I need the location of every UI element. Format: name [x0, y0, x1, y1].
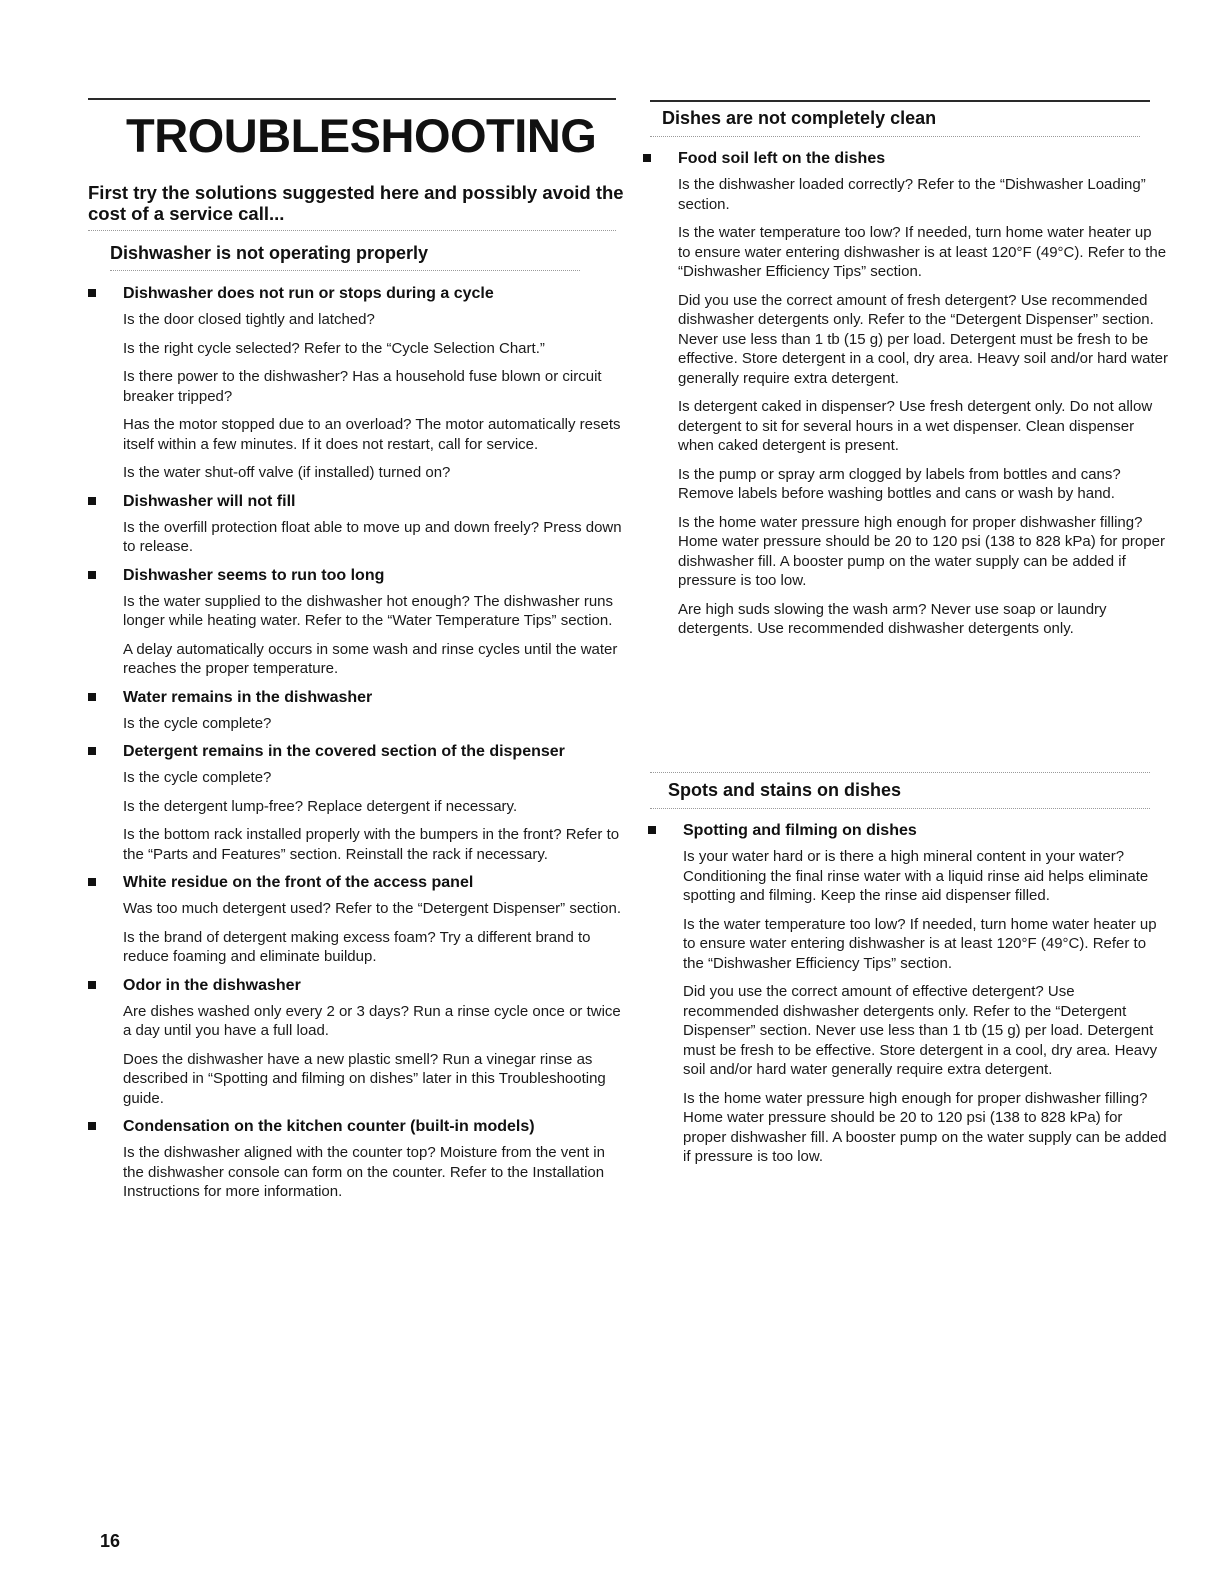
item-paragraph: Has the motor stopped due to an overload? The motor automatically resets itself within a few minutes. If it does not restart, call for service. [123, 416, 621, 453]
item-paragraph: Is the home water pressure high enough for proper dishwasher filling? Home water pressure should be 20 to 120 psi (138 to 828 kPa) for proper dishwasher fill. A booster pump on the water supply can be added if pressure is too low. [678, 513, 1165, 589]
bullet-icon [88, 497, 96, 505]
page-number: 16 [100, 1531, 121, 1551]
left-item-list [88, 284, 623, 1211]
bullet-icon [88, 571, 96, 579]
item-title: Dishwasher will not fill [123, 492, 296, 510]
right-item-list-1 [643, 149, 1168, 648]
item-paragraph: Is the bottom rack installed properly with the bumpers in the front? Refer to the “Parts and Features” section. Reinstall the rack if necessary. [123, 826, 620, 863]
item-title: White residue on the front of the access panel [123, 874, 474, 891]
item-paragraph: Is the dishwasher loaded correctly? Refer to the “Dishwasher Loading” section. [678, 176, 1146, 213]
section-divider [650, 772, 1150, 773]
section-divider [110, 270, 580, 271]
item-title: Odor in the dishwasher [123, 976, 301, 994]
item-paragraph: Is the right cycle selected? Refer to the “Cycle Selection Chart.” [123, 339, 545, 357]
troubleshooting-item [88, 566, 623, 679]
item-paragraph: Is the cycle complete? [123, 769, 272, 786]
item-paragraph: Is the brand of detergent making excess foam? Try a different brand to reduce foaming and eliminate buildup. [123, 928, 591, 965]
troubleshooting-item [88, 688, 623, 734]
bullet-icon [88, 693, 96, 701]
bullet-icon [88, 1122, 96, 1130]
item-paragraph: Are dishes washed only every 2 or 3 days? Run a rinse cycle once or twice a day until you have a full load. [123, 1002, 621, 1039]
section-title-operating: Dishwasher is not operating properly [110, 243, 429, 263]
troubleshooting-item [88, 492, 623, 557]
item-paragraph: Are high suds slowing the wash arm? Never use soap or laundry detergents. Use recommended dishwasher detergents only. [678, 600, 1107, 637]
item-paragraph: Is there power to the dishwasher? Has a household fuse blown or circuit breaker tripped? [123, 368, 602, 405]
item-paragraph: Is the water temperature too low? If needed, turn home water heater up to ensure water entering dishwasher is at least 120°F (49°C). Refer to the “Dishwasher Efficiency Tips” section. [678, 224, 1167, 280]
item-title: Detergent remains in the covered section of the dispenser [123, 743, 565, 760]
item-paragraph: Is the water shut-off valve (if installed) turned on? [123, 464, 451, 481]
troubleshooting-item [643, 149, 1168, 639]
item-paragraph: Is the overfill protection float able to move up and down freely? Press down to release. [123, 518, 622, 555]
item-paragraph: Did you use the correct amount of effective detergent? Use recommended dishwasher detergents only. Refer to the “Detergent Dispenser” section. Never use less than 1 tb (15 g) per load. Detergent must be fresh to be effective. Store detergent in a cool, dry area. Heavy soil and/or hard water generally require extra detergent. [683, 983, 1158, 1078]
bullet-icon [88, 289, 96, 297]
item-title: Condensation on the kitchen counter (built-in models) [123, 1118, 535, 1135]
section-title-spots: Spots and stains on dishes [668, 780, 902, 800]
section-divider [650, 136, 1140, 137]
top-rule-right [650, 100, 1150, 102]
intro-text: First try the solutions suggested here and possibly avoid the cost of a service call... [88, 182, 624, 224]
troubleshooting-item [88, 976, 623, 1109]
troubleshooting-item [88, 873, 623, 967]
section-divider [650, 808, 1150, 809]
item-paragraph: Is your water hard or is there a high mineral content in your water? Conditioning the final rinse water with a liquid rinse aid helps eliminate spotting and filming. Keep the rinse aid dispenser filled. [683, 848, 1149, 904]
top-rule-left [88, 98, 616, 100]
item-paragraph: Is the cycle complete? [123, 714, 272, 732]
item-paragraph: Was too much detergent used? Refer to the “Detergent Dispenser” section. [123, 900, 622, 917]
bullet-icon [648, 826, 656, 834]
page-title: TROUBLESHOOTING [126, 109, 597, 162]
item-paragraph: Is the dishwasher aligned with the counter top? Moisture from the vent in the dishwasher console can form on the counter. Refer to the Installation Instructions for more information. [123, 1144, 605, 1200]
bullet-icon [88, 747, 96, 755]
item-title: Dishwasher does not run or stops during a cycle [123, 285, 494, 302]
troubleshooting-item [88, 284, 623, 483]
section-title-not-clean: Dishes are not completely clean [662, 108, 937, 128]
item-title: Spotting and filming on dishes [683, 822, 917, 839]
bullet-icon [643, 154, 651, 162]
item-paragraph: Is the door closed tightly and latched? [123, 311, 375, 328]
right-item-list-2 [648, 821, 1168, 1176]
item-paragraph: Is the water temperature too low? If needed, turn home water heater up to ensure water entering dishwasher is at least 120°F (49°C). Refer to the “Dishwasher Efficiency Tips” section. [683, 915, 1157, 972]
item-title: Food soil left on the dishes [678, 150, 886, 167]
item-paragraph: Does the dishwasher have a new plastic smell? Run a vinegar rinse as described in “Spotting and filming on dishes” later in this Troubleshooting guide. [123, 1050, 606, 1107]
troubleshooting-item [648, 821, 1168, 1167]
section-divider [88, 230, 616, 231]
troubleshooting-item [88, 742, 623, 864]
item-paragraph: A delay automatically occurs in some wash and rinse cycles until the water reaches the proper temperature. [123, 640, 618, 677]
item-paragraph: Is the pump or spray arm clogged by labels from bottles and cans? Remove labels before washing bottles and cans or wash by hand. [678, 465, 1121, 502]
bullet-icon [88, 981, 96, 989]
item-title: Dishwasher seems to run too long [123, 566, 385, 584]
item-paragraph: Did you use the correct amount of fresh detergent? Use recommended dishwasher detergents only. Refer to the “Detergent Dispenser” section. Never use less than 1 tb (15 g) per load. Detergent must be fresh to be effective. Store detergent in a cool, dry area. Heavy soil and/or hard water generally require extra detergent. [678, 291, 1168, 387]
bullet-icon [88, 878, 96, 886]
item-paragraph: Is the water supplied to the dishwasher hot enough? The dishwasher runs longer while heating water. Refer to the “Water Temperature Tips” section. [123, 592, 614, 629]
item-paragraph: Is detergent caked in dispenser? Use fresh detergent only. Do not allow detergent to sit for several hours in a wet dispenser. Clean dispenser when caked detergent is present. [678, 398, 1153, 454]
item-title: Water remains in the dishwasher [123, 688, 373, 706]
item-paragraph: Is the home water pressure high enough for proper dishwasher filling? Home water pressure should be 20 to 120 psi (138 to 828 kPa) for proper dishwasher fill. A booster pump on the water supply can be added if pressure is too low. [683, 1089, 1167, 1165]
item-paragraph: Is the detergent lump-free? Replace detergent if necessary. [123, 797, 518, 815]
troubleshooting-item [88, 1117, 623, 1202]
